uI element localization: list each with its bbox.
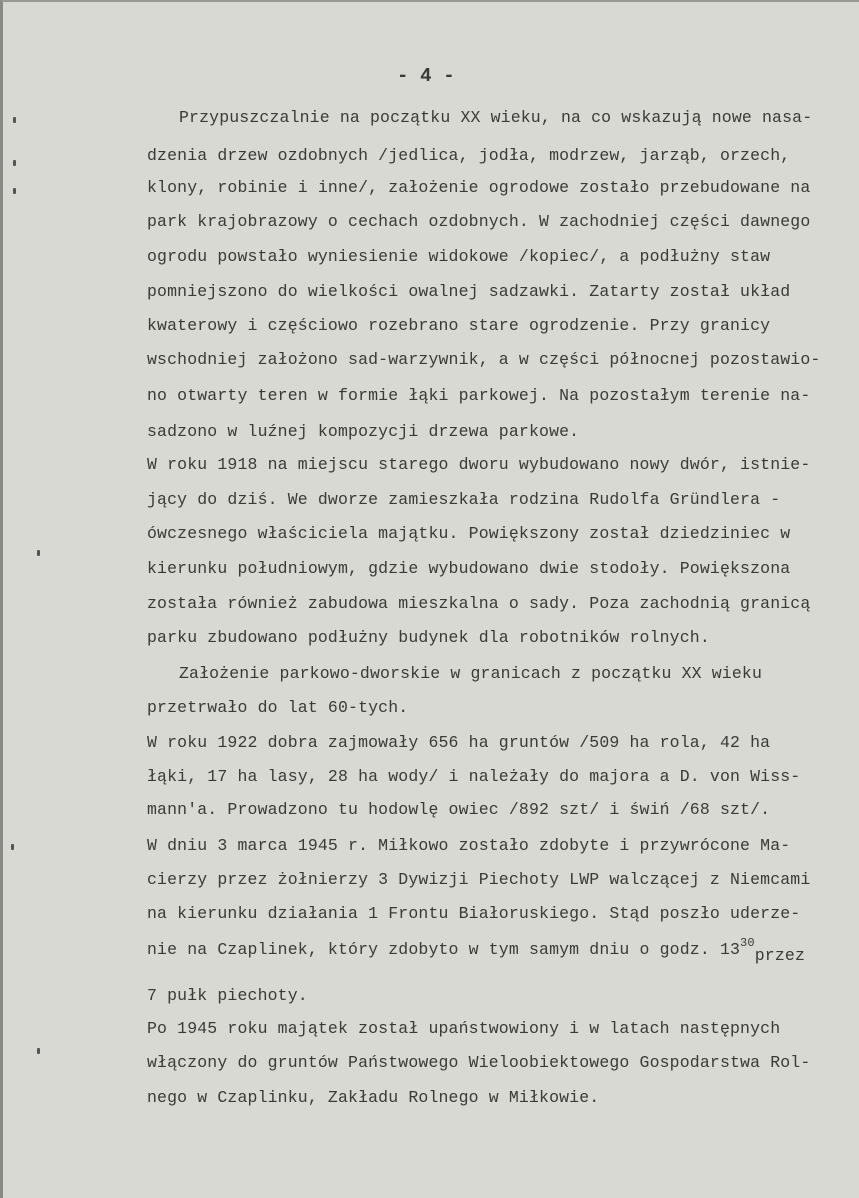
margin-mark bbox=[37, 550, 40, 556]
text-line: 7 pułk piechoty. bbox=[147, 986, 308, 1005]
text-line: cierzy przez żołnierzy 3 Dywizji Piechoty LWP walczącej z Niemcami bbox=[147, 870, 811, 889]
page-number: - 4 - bbox=[397, 65, 455, 87]
text-line: Przypuszczalnie na początku XX wieku, na co wskazują nowe nasa- bbox=[179, 108, 813, 127]
text-line: sadzono w luźnej kompozycji drzewa parkowe. bbox=[147, 422, 580, 441]
text-line: Założenie parkowo-dworskie w granicach z początku XX wieku bbox=[179, 664, 762, 683]
text-line: W dniu 3 marca 1945 r. Miłkowo zostało zdobyte i przywrócone Ma- bbox=[147, 836, 791, 855]
text-line: park krajobrazowy o cechach ozdobnych. W zachodniej części dawnego bbox=[147, 212, 811, 231]
margin-mark bbox=[37, 1048, 40, 1054]
text-line: pomniejszono do wielkości owalnej sadzawki. Zatarty został układ bbox=[147, 282, 791, 301]
text-line: kierunku południowym, gdzie wybudowano dwie stodoły. Powiększona bbox=[147, 559, 791, 578]
text-line: ówczesnego właściciela majątku. Powiększony został dziedziniec w bbox=[147, 524, 791, 543]
text-line: nie na Czaplinek, który zdobyto w tym samym dniu o godz. 13 bbox=[147, 940, 741, 959]
text-line-with-time bbox=[147, 936, 806, 965]
text-line: W roku 1918 na miejscu starego dworu wybudowano nowy dwór, istnie- bbox=[147, 455, 811, 474]
margin-mark bbox=[13, 117, 16, 123]
margin-mark bbox=[11, 844, 14, 850]
text-line: mann'a. Prowadzono tu hodowlę owiec /892 szt/ i świń /68 szt/. bbox=[147, 800, 771, 819]
text-line: na kierunku działania 1 Frontu Białoruskiego. Stąd poszło uderze- bbox=[147, 904, 801, 923]
text-line: ogrodu powstało wyniesienie widokowe /kopiec/, a podłużny staw bbox=[147, 247, 771, 266]
text-line: klony, robinie i inne/, założenie ogrodowe zostało przebudowane na bbox=[147, 178, 811, 197]
text-line: no otwarty teren w formie łąki parkowej. Na pozostałym terenie na- bbox=[147, 386, 811, 405]
text-line: nego w Czaplinku, Zakładu Rolnego w Miłkowie. bbox=[147, 1088, 600, 1107]
time-suffix: przez bbox=[754, 946, 806, 965]
text-line: łąki, 17 ha lasy, 28 ha wody/ i należały do majora a D. von Wiss- bbox=[147, 767, 801, 786]
text-line: przetrwało do lat 60-tych. bbox=[147, 698, 409, 717]
text-line: dzenia drzew ozdobnych /jedlica, jodła, modrzew, jarząb, orzech, bbox=[147, 146, 791, 165]
text-line: parku zbudowano podłużny budynek dla robotników rolnych. bbox=[147, 628, 710, 647]
text-line: jący do dziś. We dworze zamieszkała rodzina Rudolfa Gründlera - bbox=[147, 490, 781, 509]
text-line: W roku 1922 dobra zajmowały 656 ha gruntów /509 ha rola, 42 ha bbox=[147, 733, 771, 752]
text-line: Po 1945 roku majątek został upaństwowiony i w latach następnych bbox=[147, 1019, 781, 1038]
text-line: włączony do gruntów Państwowego Wieloobiektowego Gospodarstwa Rol- bbox=[147, 1053, 811, 1072]
text-line: została również zabudowa mieszkalna o sady. Poza zachodnią granicą bbox=[147, 594, 811, 613]
margin-mark bbox=[13, 188, 16, 194]
text-line: wschodniej założono sad-warzywnik, a w części północnej pozostawio- bbox=[147, 350, 821, 369]
time-superscript: 30 bbox=[740, 936, 755, 950]
text-line: kwaterowy i częściowo rozebrano stare ogrodzenie. Przy granicy bbox=[147, 316, 771, 335]
margin-mark bbox=[13, 160, 16, 166]
